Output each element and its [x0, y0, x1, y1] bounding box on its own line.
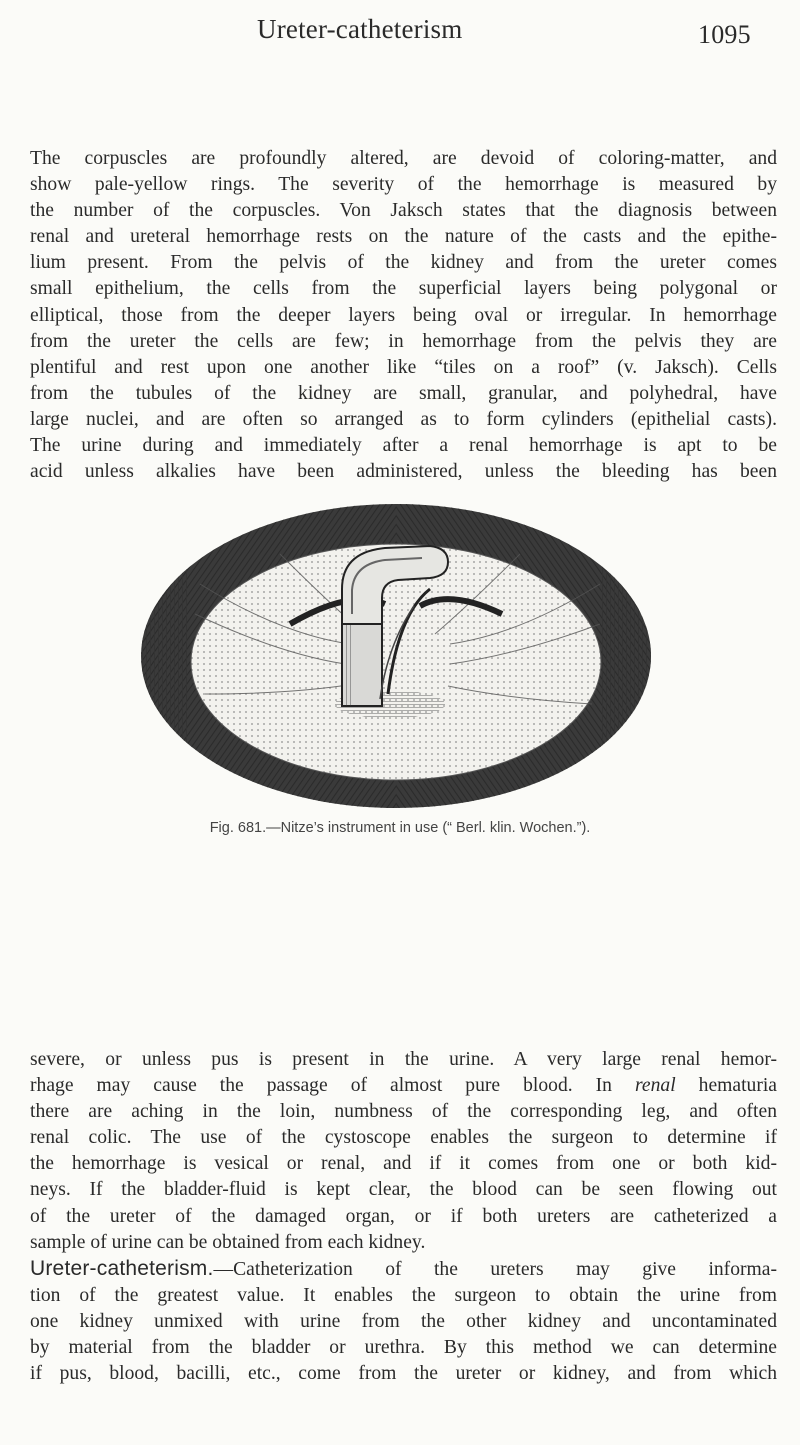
- paragraph-hematuria: [30, 1047, 777, 1387]
- page-number: 1095: [698, 20, 751, 49]
- text-line: plentiful and rest upon one another like “tiles on a roof” (v. Jaksch). Cells: [30, 356, 777, 378]
- text-line: if pus, blood, bacilli, etc., come from the ureter or kidney, and from which: [30, 1363, 777, 1385]
- text-line: small epithelium, the cells from the superficial layers being polygonal or: [30, 278, 777, 300]
- cystoscope-illustration: [130, 494, 662, 814]
- text-line: from the ureter the cells are few; in hemorrhage from the pelvis they are: [30, 330, 777, 352]
- section-heading: Ureter-catheterism.: [30, 1256, 214, 1280]
- text-line: by material from the bladder or urethra. By this method we can determine: [30, 1337, 777, 1359]
- text-line: sample of urine can be obtained from each kidney.: [30, 1231, 426, 1253]
- figure-caption: Fig. 681.—Nitze’s instrument in use (“ Berl. klin. Wochen.”).: [209, 820, 591, 836]
- text-line: of the ureter of the damaged organ, or if both ureters are catheterized a: [30, 1205, 777, 1227]
- text-segment: hematuria: [698, 1075, 777, 1097]
- text-line: large nuclei, and are often so arranged as to form cylinders (epithelial casts).: [30, 408, 777, 430]
- text-line: acid unless alkalies have been administered, unless the bleeding has been: [30, 461, 777, 483]
- text-segment: —Catheterization of the ureters may give informa-: [213, 1258, 777, 1280]
- text-line: from the tubules of the kidney are small, granular, and polyhedral, have: [30, 382, 777, 404]
- text-line: The corpuscles are profoundly altered, are devoid of coloring-matter, and: [30, 148, 777, 169]
- text-line: tion of the greatest value. It enables the surgeon to obtain the urine from: [30, 1284, 777, 1306]
- text-line: elliptical, those from the deeper layers being oval or irregular. In hemorrhage: [30, 304, 777, 326]
- running-title: Ureter-catheterism: [257, 14, 463, 44]
- text-line: severe, or unless pus is present in the urine. A very large renal hemor-: [30, 1049, 777, 1070]
- text-segment: rhage may cause the passage of almost pure blood. In: [30, 1075, 612, 1097]
- text-line: [30, 1073, 777, 1099]
- italic-term: renal: [635, 1075, 676, 1097]
- paragraph-corpuscles: [30, 146, 777, 485]
- text-line: renal and ureteral hemorrhage rests on the nature of the casts and the epithe-: [30, 226, 777, 248]
- text-line: the hemorrhage is vesical or renal, and if it comes from one or both kid-: [30, 1153, 777, 1175]
- text-line: [30, 1256, 777, 1283]
- text-line: the number of the corpuscles. Von Jaksch states that the diagnosis between: [30, 200, 777, 222]
- text-line: neys. If the bladder-fluid is kept clear, the blood can be seen flowing out: [30, 1179, 777, 1201]
- text-line: renal colic. The use of the cystoscope enables the surgeon to determine if: [30, 1127, 777, 1149]
- text-line: one kidney unmixed with urine from the other kidney and uncontaminated: [30, 1310, 777, 1332]
- text-line: lium present. From the pelvis of the kidney and from the ureter comes: [30, 252, 777, 274]
- text-line: The urine during and immediately after a renal hemorrhage is apt to be: [30, 435, 777, 457]
- text-line: show pale-yellow rings. The severity of the hemorrhage is measured by: [30, 174, 777, 196]
- text-line: there are aching in the loin, numbness of the corresponding leg, and often: [30, 1101, 777, 1123]
